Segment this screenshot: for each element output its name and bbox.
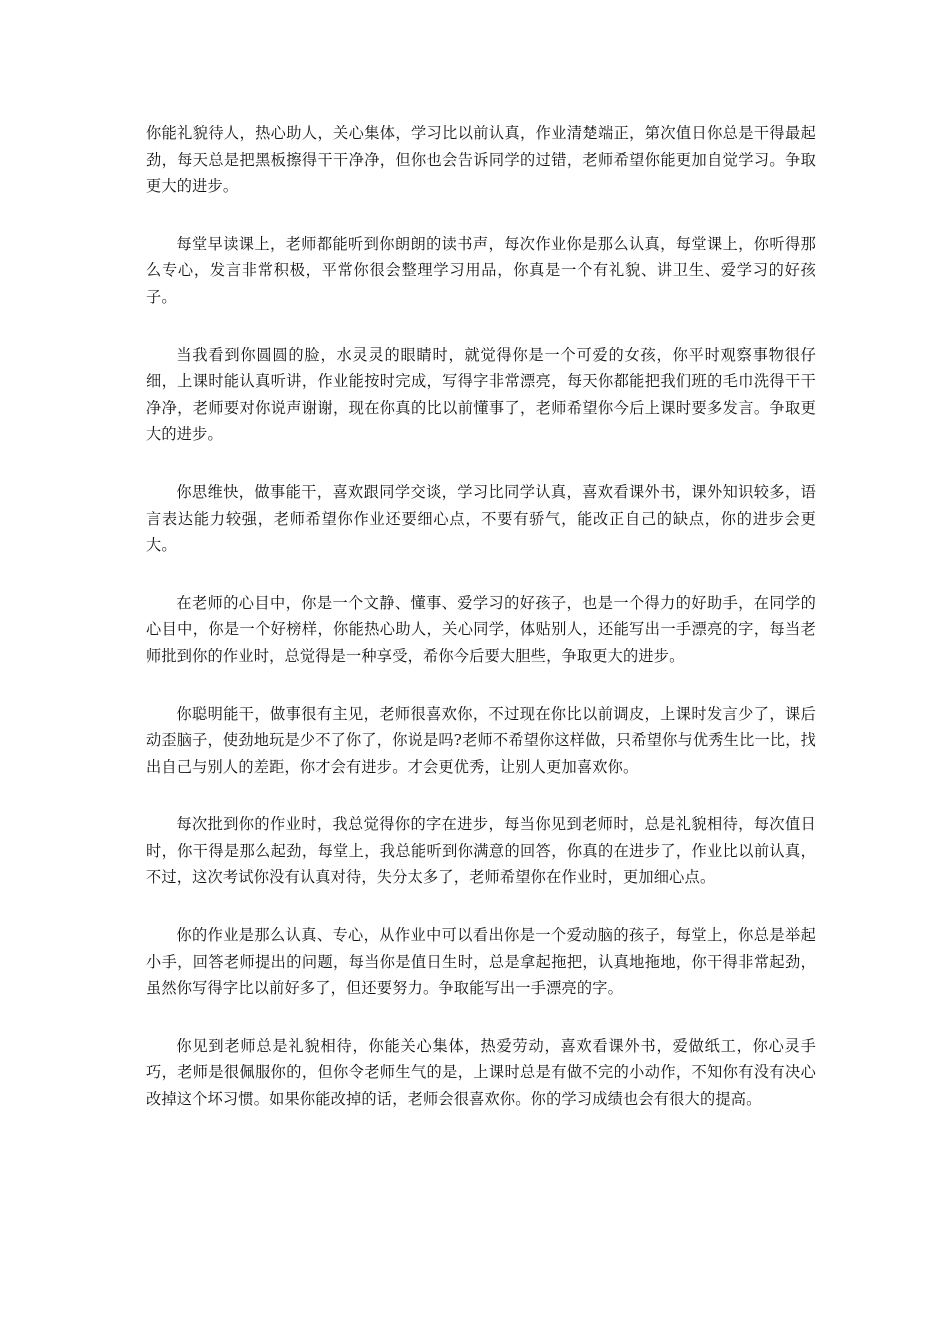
paragraph-1: 你能礼貌待人，热心助人，关心集体，学习比以前认真，作业清楚端正，第次值日你总是干得最起劲，每天总是把黑板擦得干干净净，但你也会告诉同学的过错，老师希望你能更加自觉学习。争取更大的进步。 <box>146 124 816 196</box>
paragraph-5: 在老师的心目中，你是一个文静、懂事、爱学习的好孩子，也是一个得力的好助手，在同学的心目中，你是一个好榜样，你能热心助人，关心同学，体贴别人，还能写出一手漂亮的字，每当老师批到你的作业时，总觉得是一种享受，希你今后要大胆些，争取更大的进步。 <box>146 593 816 665</box>
paragraph-6: 你聪明能干，做事很有主见，老师很喜欢你，不过现在你比以前调皮，上课时发言少了，课后动歪脑子，使劲地玩是少不了你了，你说是吗?老师不希望你这样做，只希望你与优秀生比一比，找出自己与别人的差距，你才会有进步。才会更优秀，让别人更加喜欢你。 <box>146 704 817 776</box>
paragraph-4: 你思维快，做事能干，喜欢跟同学交谈，学习比同学认真，喜欢看课外书，课外知识较多，语言表达能力较强，老师希望你作业还要细心点，不要有骄气，能改正自己的缺点，你的进步会更大。 <box>146 482 816 555</box>
paragraph-7: 每次批到你的作业时，我总觉得你的字在进步，每当你见到老师时，总是礼貌相待，每次值日时，你干得是那么起劲，每堂上，我总能听到你满意的回答，你真的在进步了，作业比以前认真，不过，这次考试你没有认真对待，失分太多了，老师希望你在作业时，更加细心点。 <box>146 815 816 887</box>
paragraph-9: 你见到老师总是礼貌相待，你能关心集体，热爱劳动，喜欢看课外书，爱做纸工，你心灵手巧，老师是很佩服你的，但你令老师生气的是，上课时总是有做不完的小动作，不知你有没有决心改掉这个坏习惯。如果你能改掉的话，老师会很喜欢你。你的学习成绩也会有很大的提高。 <box>146 1036 816 1109</box>
document-body <box>146 120 816 1144</box>
paragraph-3: 当我看到你圆圆的脸，水灵灵的眼睛时，就觉得你是一个可爱的女孩，你平时观察事物很仔细，上课时能认真听讲，作业能按时完成，写得字非常漂亮，每天你都能把我们班的毛巾洗得干干净净，老师要对你说声谢谢，现在你真的比以前懂事了，老师希望你今后上课时要多发言。争取更大的进步。 <box>146 345 816 444</box>
paragraph-8: 你的作业是那么认真、专心，从作业中可以看出你是一个爱动脑的孩子，每堂上，你总是举起小手，回答老师提出的问题，每当你是值日生时，总是拿起拖把，认真地拖地，你干得非常起劲，虽然你写得字比以前好多了，但还要努力。争取能写出一手漂亮的字。 <box>146 926 816 998</box>
paragraph-2: 每堂早读课上，老师都能听到你朗朗的读书声，每次作业你是那么认真，每堂课上，你听得那么专心，发言非常积极，平常你很会整理学习用品，你真是一个有礼貌、讲卫生、爱学习的好孩子。 <box>146 234 816 306</box>
